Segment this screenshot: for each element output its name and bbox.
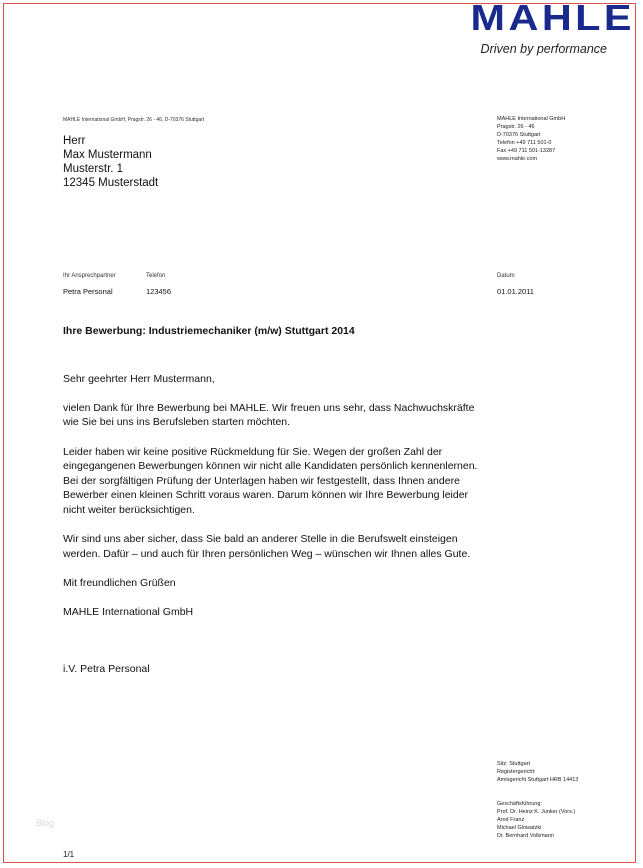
- company-line: Fax +49 711 501-13287: [497, 148, 556, 154]
- date-value: 01.01.2011: [497, 287, 534, 296]
- letter-body: [63, 372, 483, 677]
- recipient-line: Herr: [63, 135, 86, 147]
- register-info: [497, 760, 578, 784]
- page-number: 1/1: [63, 850, 75, 859]
- phone-value: 123456: [146, 287, 172, 296]
- management-line: Michael Glowatzki: [497, 825, 542, 831]
- signing-company: MAHLE International GmbH: [63, 605, 194, 618]
- recipient-line: Musterstr. 1: [63, 163, 124, 175]
- register-line: Amtsgericht Stuttgart HRB 14413: [497, 777, 579, 783]
- recipient-address: [63, 134, 158, 190]
- tagline: Driven by performance: [480, 42, 607, 56]
- salutation: Sehr geehrter Herr Mustermann,: [63, 373, 215, 385]
- closing: Mit freundlichen Grüßen: [63, 577, 176, 589]
- contact-label: Ihr Ansprechpartner: [63, 273, 116, 279]
- management-line: Arnd Franz: [497, 817, 525, 823]
- date-label: Datum: [497, 273, 515, 279]
- letter-subject: Ihre Bewerbung: Industriemechaniker (m/w) Stuttgart 2014: [63, 325, 355, 337]
- register-line: Sitz: Stuttgart: [497, 761, 531, 767]
- management-label: Geschäftsführung:: [497, 801, 542, 807]
- paragraph-1: vielen Dank für Ihre Bewerbung bei MAHLE. Wir freuen uns sehr, dass Nachwuchskräfte wie Sie bei uns ins Berufsleben starten möchten.: [63, 401, 475, 428]
- company-line: Pragstr. 26 - 46: [497, 124, 535, 130]
- recipient-line: Max Mustermann: [63, 149, 152, 161]
- mahle-logo: MAHLE: [470, 0, 635, 38]
- management-line: Dr. Bernhard Volkmann: [497, 833, 554, 839]
- management-line: Prof. Dr. Heinz K. Junker (Vors.): [497, 809, 576, 815]
- register-line: Registergericht:: [497, 769, 536, 775]
- paragraph-3: Wir sind uns aber sicher, dass Sie bald an anderer Stelle in die Berufswelt einsteigen werden. Dafür – und auch für Ihren persönlichen Weg – wünschen wir Ihnen alles Gute.: [63, 533, 471, 560]
- company-link[interactable]: www.mahle.com: [497, 156, 538, 162]
- recipient-line: 12345 Musterstadt: [63, 177, 159, 189]
- contact-value: Petra Personal: [63, 287, 113, 296]
- company-info: [497, 115, 565, 163]
- signature: i.V. Petra Personal: [63, 663, 150, 675]
- company-line: MAHLE International GmbH: [497, 116, 566, 122]
- management-info: [497, 800, 575, 840]
- phone-label: Telefon: [146, 273, 166, 279]
- company-line: Telefon +49 711 501-0: [497, 140, 552, 146]
- paragraph-2: Leider haben wir keine positive Rückmeldung für Sie. Wegen der großen Zahl der eingegangenen Bewerbungen können wir nicht alle Kandidaten persönlich kennenlernen. Bei der sorgfältigen Prüfung der Unterlagen haben wir festgestellt, dass Ihnen andere Bewerber einen kleinen Schritt voraus waren. Darum können wir Ihre Bewerbung leider nicht weiter berücksichtigen.: [63, 445, 478, 516]
- watermark: Blog: [36, 818, 55, 828]
- company-line: D-70376 Stuttgart: [497, 132, 541, 138]
- sender-return-line: MAHLE International GmbH, Pragstr. 26 - 46, D-70376 Stuttgart: [63, 117, 205, 123]
